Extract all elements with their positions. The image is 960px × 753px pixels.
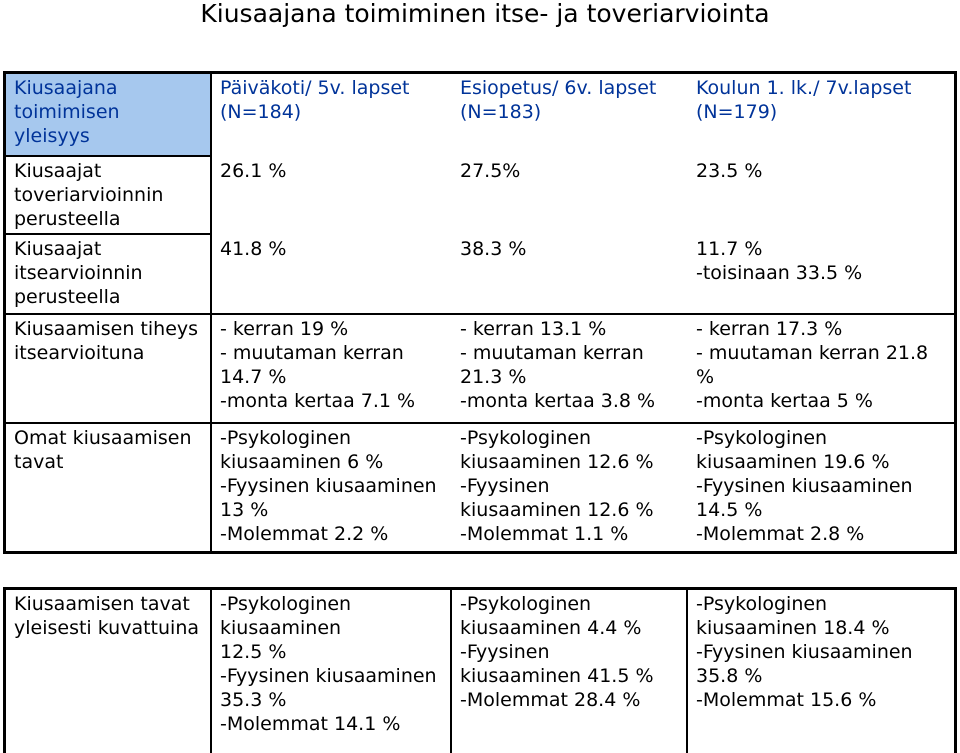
table-cell: 11.7 % -toisinaan 33.5 %: [696, 238, 863, 284]
table-cell: 23.5 %: [696, 160, 763, 182]
row-label-own-methods: Omat kiusaamisen tavat: [14, 427, 192, 473]
table-cell: -Psykologinen kiusaaminen 12.5 % -Fyysinen kiusaaminen 35.3 % -Molemmat 14.1 %: [220, 593, 437, 735]
table-cell: - kerran 13.1 % - muutaman kerran 21.3 % -monta kertaa 3.8 %: [460, 318, 656, 412]
table-cell: - kerran 19 % - muutaman kerran 14.7 % -monta kertaa 7.1 %: [220, 318, 416, 412]
row-label-peer-assessment: Kiusaajat toveriarvioinnin perusteella: [14, 160, 164, 230]
table-cell: -Psykologinen kiusaaminen 4.4 % -Fyysinen kiusaaminen 41.5 % -Molemmat 28.4 %: [460, 593, 654, 711]
table-cell: 27.5%: [460, 160, 521, 182]
table-cell: - kerran 17.3 % - muutaman kerran 21.8 % -monta kertaa 5 %: [696, 318, 929, 412]
row-label-self-assessment: Kiusaajat itsearvioinnin perusteella: [14, 238, 143, 308]
page-title: Kiusaajana toimiminen itse- ja toveriarviointa: [200, 0, 770, 28]
table-cell: -Psykologinen kiusaaminen 6 % -Fyysinen kiusaaminen 13 % -Molemmat 2.2 %: [220, 427, 437, 545]
table-cell: -Psykologinen kiusaaminen 12.6 % -Fyysinen kiusaaminen 12.6 % -Molemmat 1.1 %: [460, 427, 654, 545]
header-cell-frequency: Kiusaajana toimimisen yleisyys: [5, 73, 211, 156]
row-label-frequency: Kiusaamisen tiheys itsearvioituna: [14, 318, 199, 364]
table-cell: 41.8 %: [220, 238, 287, 260]
header-cell-daycare: Päiväkoti/ 5v. lapset (N=184): [220, 77, 410, 123]
header-cell-school: Koulun 1. lk./ 7v.lapset (N=179): [696, 77, 912, 123]
header-cell-preschool: Esiopetus/ 6v. lapset (N=183): [460, 77, 657, 123]
table-cell: 38.3 %: [460, 238, 527, 260]
row-label-general-methods: Kiusaamisen tavat yleisesti kuvattuina: [14, 593, 199, 639]
table-cell: 26.1 %: [220, 160, 287, 182]
table-cell: -Psykologinen kiusaaminen 19.6 % -Fyysinen kiusaaminen 14.5 % -Molemmat 2.8 %: [696, 427, 913, 545]
table-cell: -Psykologinen kiusaaminen 18.4 % -Fyysinen kiusaaminen 35.8 % -Molemmat 15.6 %: [696, 593, 913, 711]
